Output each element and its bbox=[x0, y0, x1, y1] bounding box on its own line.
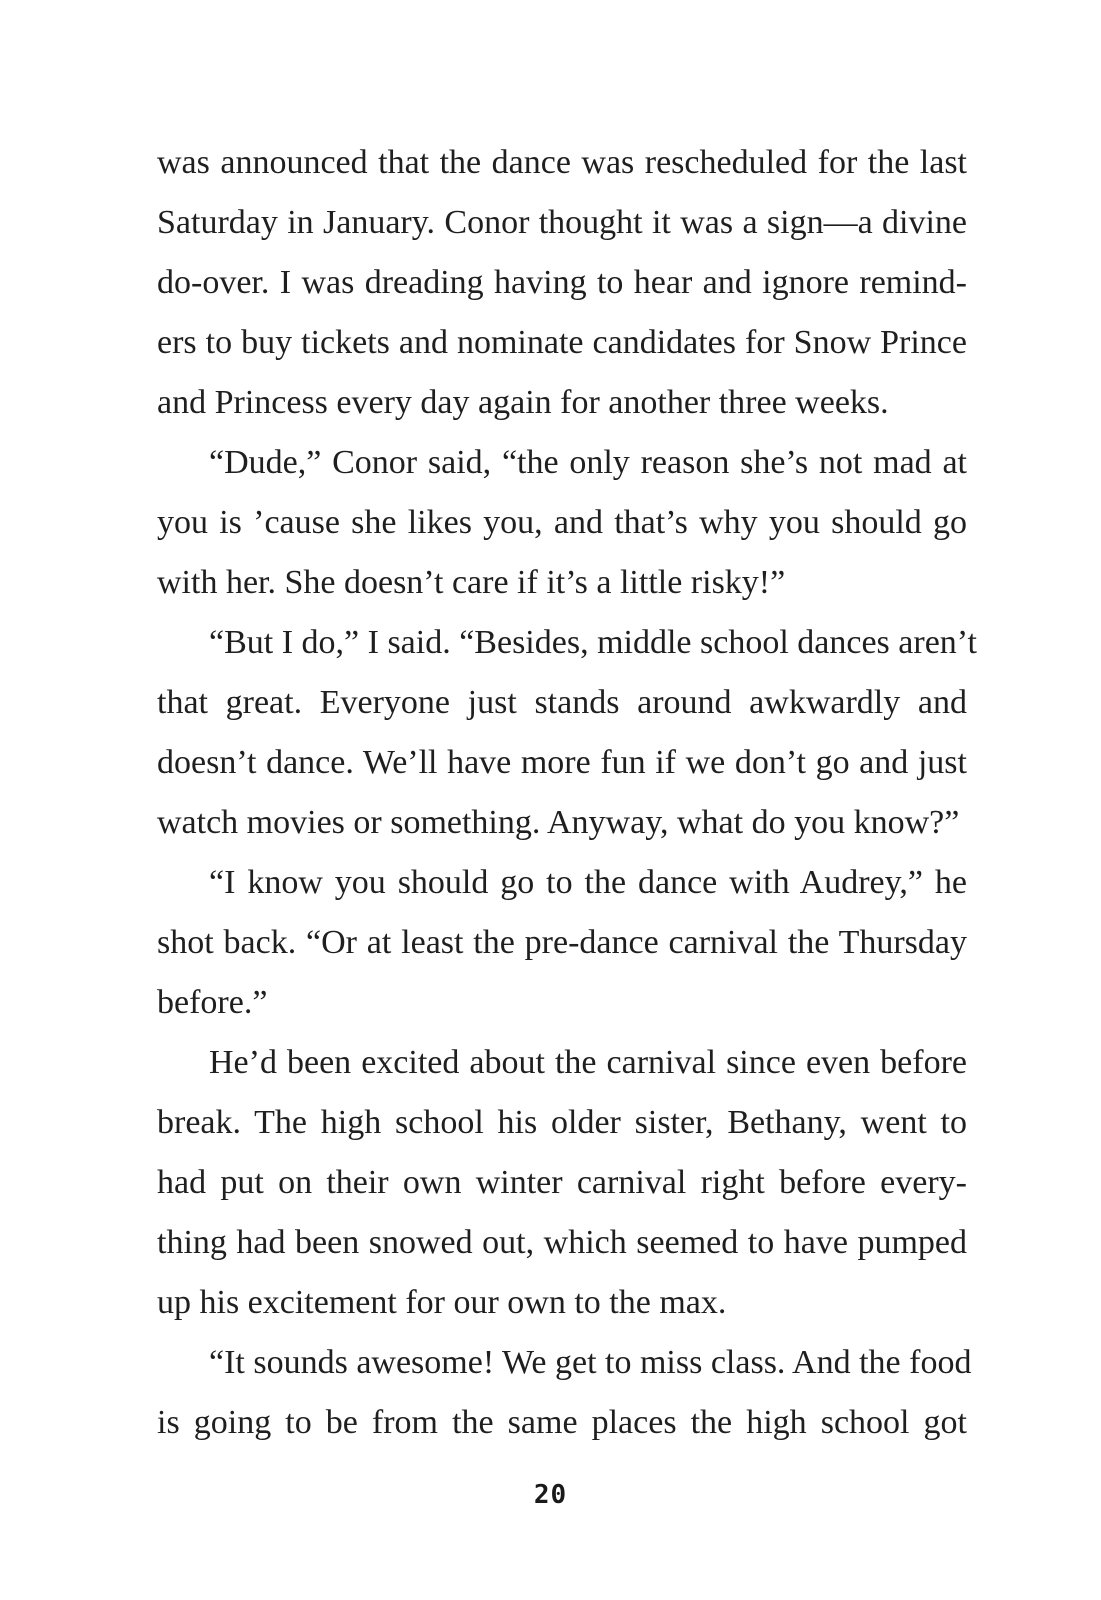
text-line: “I know you should go to the dance with Audrey,” he bbox=[209, 864, 967, 901]
text-line: that great. Everyone just stands around awkwardly and bbox=[157, 684, 967, 721]
text-line: do-over. I was dreading having to hear and ignore remind- bbox=[157, 264, 967, 301]
text-line: before.” bbox=[157, 984, 268, 1021]
body-text bbox=[157, 133, 977, 1453]
text-line: and Princess every day again for another three weeks. bbox=[157, 384, 889, 421]
text-line: Saturday in January. Conor thought it was a sign—a divine bbox=[157, 204, 967, 241]
text-line: shot back. “Or at least the pre-dance carnival the Thursday bbox=[157, 924, 967, 961]
page-number: 20 bbox=[533, 1480, 568, 1510]
text-line: up his excitement for our own to the max. bbox=[157, 1284, 727, 1321]
text-line: “Dude,” Conor said, “the only reason she’s not mad at bbox=[209, 444, 967, 481]
text-line: was announced that the dance was rescheduled for the last bbox=[157, 144, 967, 181]
text-line: doesn’t dance. We’ll have more fun if we don’t go and just bbox=[157, 744, 967, 781]
text-line: ers to buy tickets and nominate candidates for Snow Prince bbox=[157, 324, 967, 361]
text-line: break. The high school his older sister, Bethany, went to bbox=[157, 1104, 967, 1141]
text-line: is going to be from the same places the high school got bbox=[157, 1404, 967, 1441]
text-line: “But I do,” I said. “Besides, middle school dances aren’t bbox=[209, 624, 977, 661]
text-line: “It sounds awesome! We get to miss class. And the food bbox=[209, 1344, 972, 1381]
text-line: thing had been snowed out, which seemed to have pumped bbox=[157, 1224, 967, 1261]
text-line: you is ’cause she likes you, and that’s why you should go bbox=[157, 504, 967, 541]
text-line: watch movies or something. Anyway, what do you know?” bbox=[157, 804, 960, 841]
text-line: He’d been excited about the carnival since even before bbox=[209, 1044, 967, 1081]
text-line: with her. She doesn’t care if it’s a little risky!” bbox=[157, 564, 786, 601]
text-line: had put on their own winter carnival right before every- bbox=[157, 1164, 967, 1201]
